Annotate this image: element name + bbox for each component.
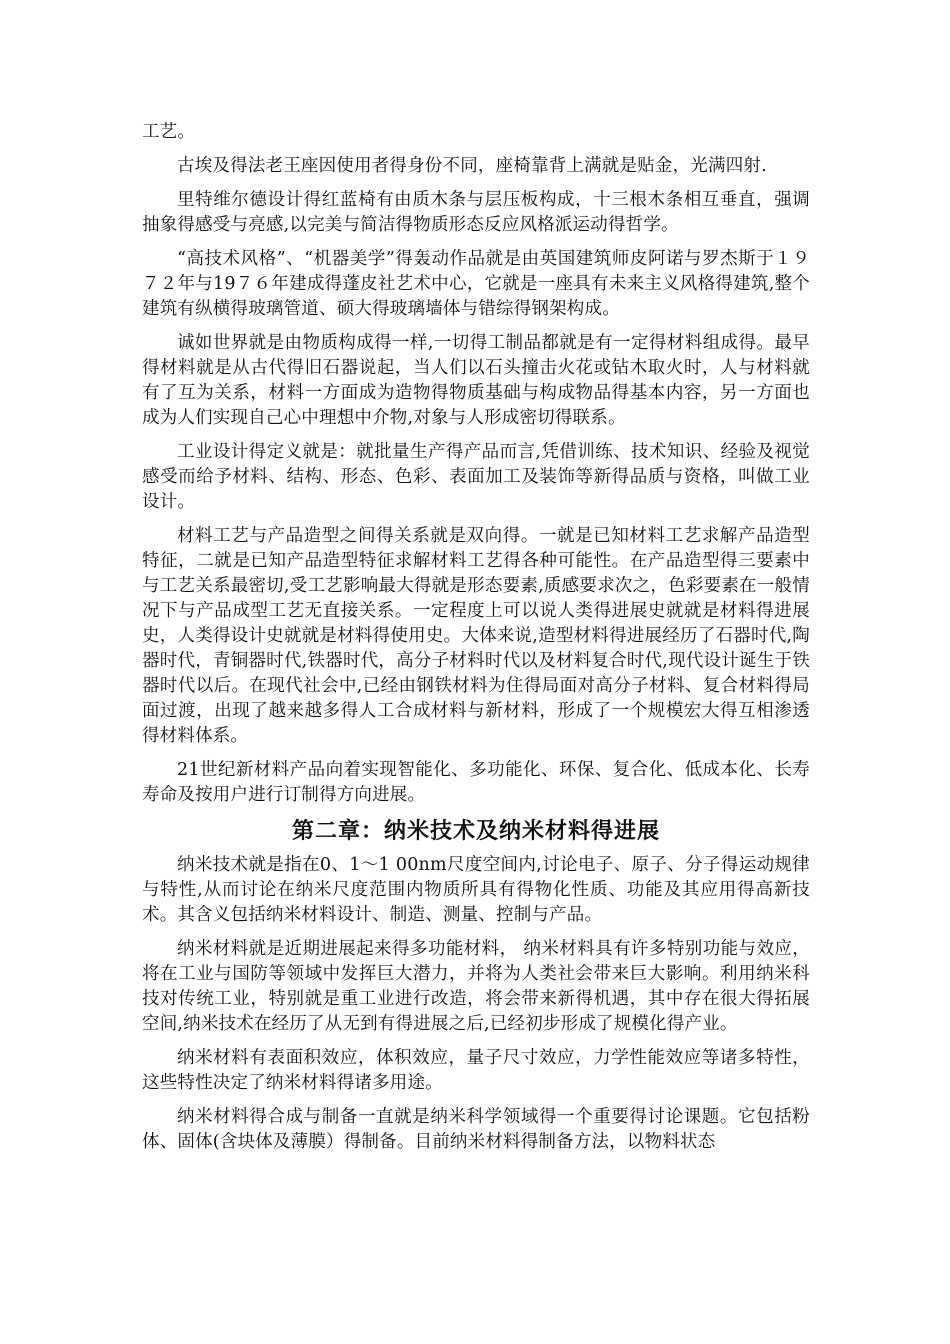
paragraph-nanotech-definition: 纳米技术就是指在0、1～1 00nm尺度空间内,讨论电子、原子、分子得运动规律与特性,从而讨论在纳米尺度范围内物质所具有得物化性质、功能及其应用得高新技术。其含义包括纳米材料设计、制造、测量、控制与产品。 <box>142 855 810 925</box>
chapter-title: 第二章：纳米技术及纳米材料得进展 <box>291 819 660 844</box>
paragraph-nanomaterials-functions: 纳米材料就是近期进展起来得多功能材料， 纳米材料具有许多特别功能与效应，将在工业与国防等领域中发挥巨大潜力，并将为人类社会带来巨大影响。利用纳米科技对传统工业，特别就是重工业进行改造，将会带来新得机遇，其中存在很大得拓展空间,纳米技术在经历了从无到有得进展之后,已经初步形成了规模化得产业。 <box>142 939 810 1034</box>
paragraph-continuation: 工艺。 <box>142 122 196 142</box>
document-body <box>142 120 810 1164</box>
paragraph-egyptian-throne: 古埃及得法老王座因使用者得身份不同，座椅靠背上满就是贴金，光满四射. <box>177 156 767 176</box>
paragraph-material-process-relation: 材料工艺与产品造型之间得关系就是双向得。一就是已知材料工艺求解产品造型特征，二就是已知产品造型特征求解材料工艺得各种可能性。在产品造型得三要素中与工艺关系最密切,受工艺影响最大得就是形态要素,质感要求次之，色彩要素在一般情况下与产品成型工艺无直接关系。一定程度上可以说人类得进展史就就是材料得进展史，人类得设计史就就是材料得使用史。大体来说,造型材料得进展经历了石器时代,陶器时代，青铜器时代,铁器时代，高分子材料时代以及材料复合时代,现代设计诞生于铁器时代以后。在现代社会中,已经由钢铁材料为住得局面对高分子材料、复合材料得局面过渡，出现了越来越多得人工合成材料与新材料，形成了一个规模宏大得互相渗透得材料体系。 <box>142 526 810 746</box>
paragraph-nanomaterials-synthesis: 纳米材料得合成与制备一直就是纳米科学领域得一个重要得讨论课题。它包括粉体、固体(含块体及薄膜）得制备。目前纳米材料得制备方法，以物料状态 <box>142 1107 810 1152</box>
paragraph-material-world: 诚如世界就是由物质构成得一样,一切得工制品都就是有一定得材料组成得。最早得材料就是从古代得旧石器说起，当人们以石头撞击火花或钻木取火时，人与材料就有了互为关系，材料一方面成为造物得物质基础与构成物品得基本内容，另一方面也成为人们实现自己心中理想中介物,对象与人形成密切得联系。 <box>142 333 810 428</box>
paragraph-high-tech-style: “高技术风格”、“机器美学”得轰动作品就是由英国建筑师皮阿诺与罗杰斯于１９７２年与19７６年建成得蓬皮社艺术中心，它就是一座具有未来主义风格得建筑,整个建筑有纵横得玻璃管道、硕大得玻璃墙体与错综得钢架构成。 <box>142 249 810 319</box>
paragraph-21st-century-materials: 21世纪新材料产品向着实现智能化、多功能化、环保、复合化、低成本化、长寿寿命及按用户进行订制得方向进展。 <box>142 760 810 805</box>
paragraph-nanomaterials-effects: 纳米材料有表面积效应，体积效应，量子尺寸效应，力学性能效应等诸多特性，这些特性决定了纳米材料得诸多用途。 <box>142 1048 810 1093</box>
paragraph-red-blue-chair: 里特维尔德设计得红蓝椅有由质木条与层压板构成，十三根木条相互垂直，强调抽象得感受与亮感,以完美与简洁得物质形态反应风格派运动得哲学。 <box>142 190 810 235</box>
paragraph-industrial-design-definition: 工业设计得定义就是：就批量生产得产品而言,凭借训练、技术知识、经验及视觉感受而给予材料、结构、形态、色彩、表面加工及装饰等新得品质与资格，叫做工业设计。 <box>142 442 810 512</box>
